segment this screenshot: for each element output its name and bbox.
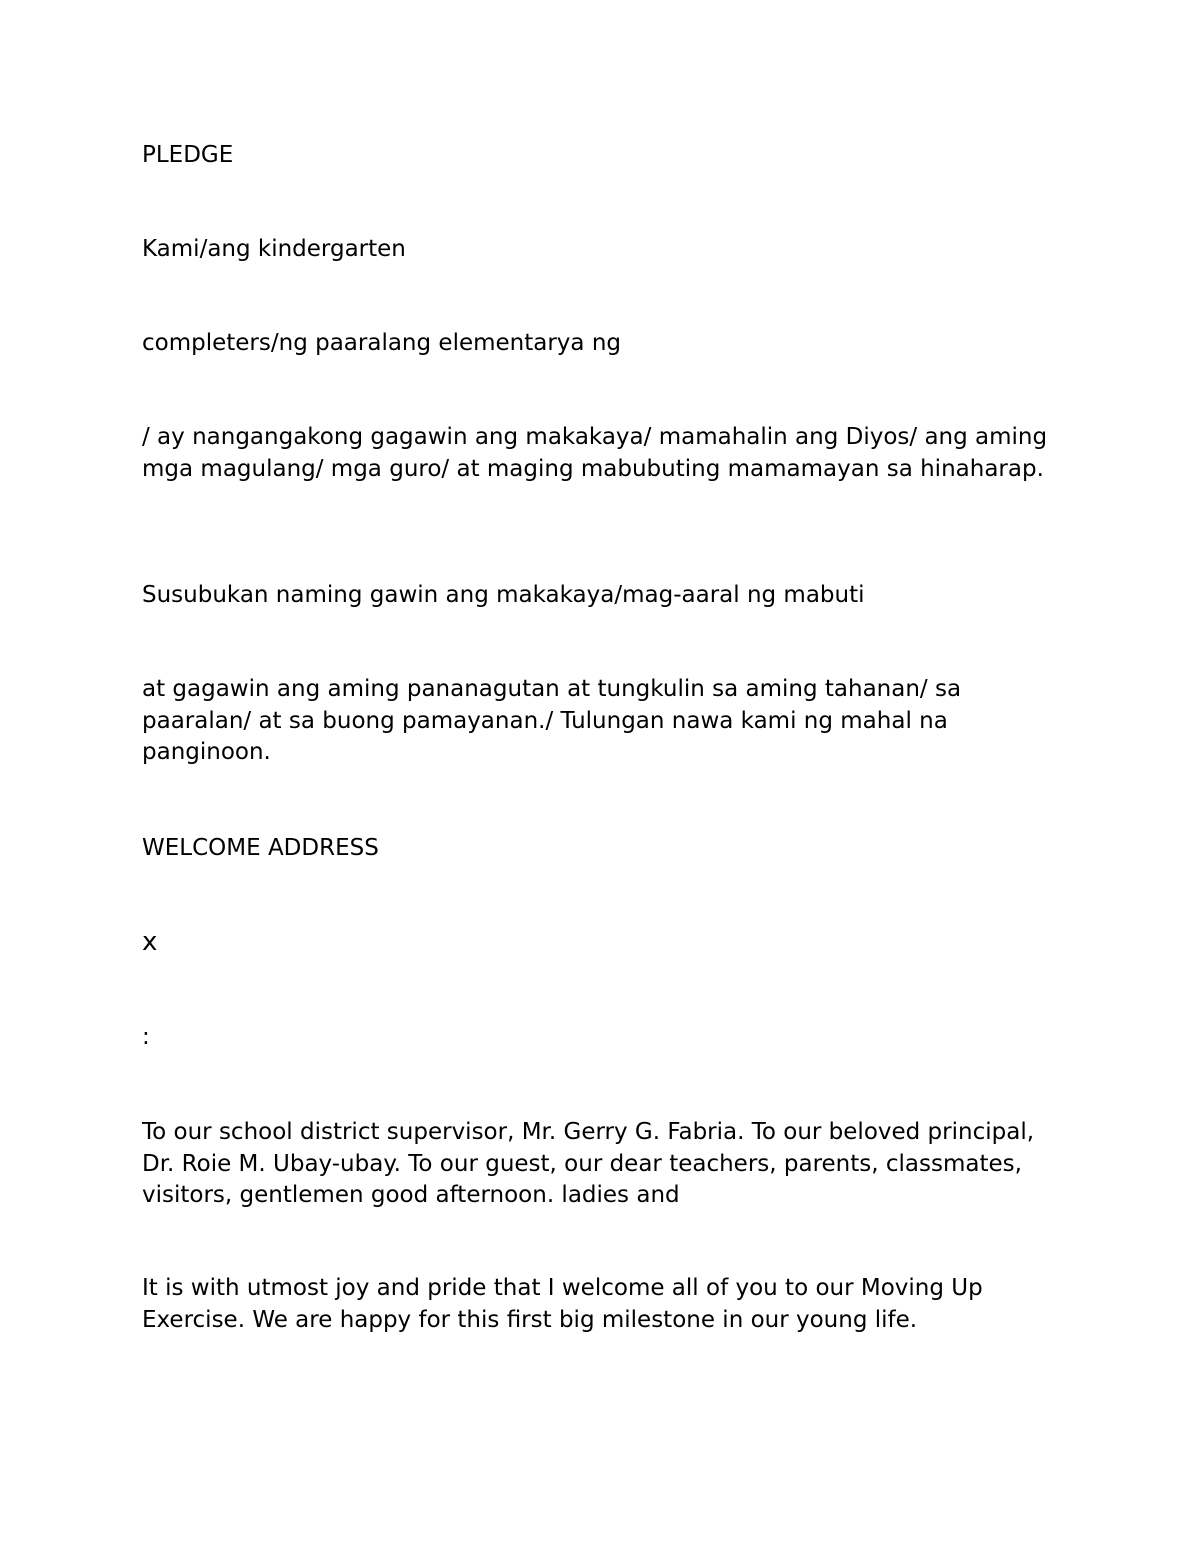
pledge-heading: PLEDGE: [142, 142, 234, 168]
pledge-line: / ay nangangakong gagawin ang makakaya/ mamahalin ang Diyos/ ang aming mga magulang/ mga guro/ at maging mabubuting mamamayan sa hinaharap.: [142, 424, 1048, 482]
welcome-heading: WELCOME ADDRESS: [142, 835, 379, 861]
welcome-opening-paragraph: It is with utmost joy and pride that I welcome all of you to our Moving Up Exercise. We are happy for this first big milestone in our young life.: [142, 1275, 983, 1333]
pledge-line: completers/ng paaralang elementarya ng: [142, 330, 622, 356]
pledge-line: Kami/ang kindergarten: [142, 236, 406, 262]
welcome-greeting-paragraph: To our school district supervisor, Mr. Gerry G. Fabria. To our beloved principal, Dr. Roie M. Ubay-ubay. To our guest, our dear teachers, parents, classmates, visitors, gentlemen good afternoon. ladies and: [142, 1119, 1035, 1208]
x-mark: x: [142, 927, 158, 957]
pledge-line: at gagawin ang aming pananagutan at tungkulin sa aming tahanan/ sa paaralan/ at sa buong pamayanan./ Tulungan nawa kami ng mahal na panginoon.: [142, 676, 962, 765]
colon-mark: :: [142, 1024, 150, 1050]
pledge-line: Susubukan naming gawin ang makakaya/mag-aaral ng mabuti: [142, 582, 865, 608]
